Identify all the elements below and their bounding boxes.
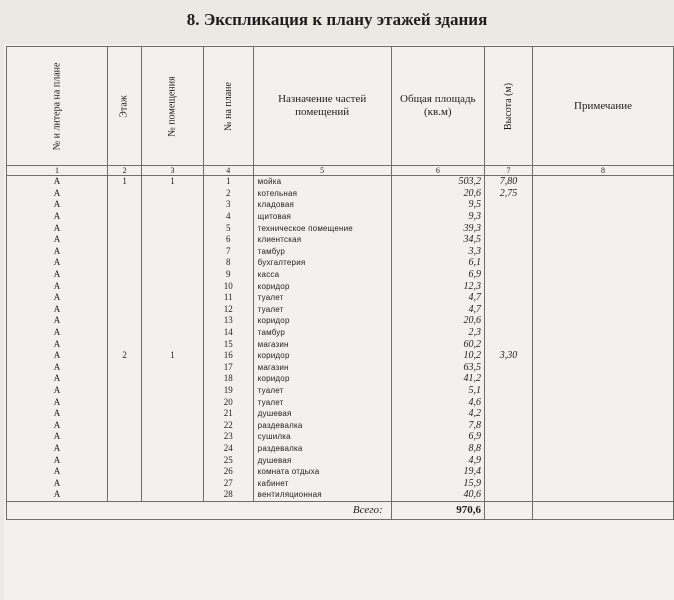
total-row [7, 501, 674, 519]
row-height [484, 269, 532, 281]
row-lit: А [7, 431, 108, 443]
table-row [7, 246, 674, 258]
row-note [533, 199, 674, 211]
row-plan: 23 [203, 431, 253, 443]
row-height [484, 373, 532, 385]
row-area: 6,1 [391, 257, 484, 269]
row-room [142, 454, 203, 466]
table-row [7, 257, 674, 269]
row-height [484, 443, 532, 455]
row-height [484, 280, 532, 292]
row-plan: 7 [203, 246, 253, 258]
row-lit: А [7, 304, 108, 316]
row-area: 9,3 [391, 211, 484, 223]
row-purpose: тамбур [253, 327, 391, 339]
row-floor: 1 [108, 176, 142, 188]
row-note [533, 304, 674, 316]
row-height [484, 257, 532, 269]
row-height [484, 477, 532, 489]
row-note [533, 362, 674, 374]
row-note [533, 431, 674, 443]
row-area: 5,1 [391, 385, 484, 397]
table-row [7, 211, 674, 223]
row-floor [108, 315, 142, 327]
table-row [7, 454, 674, 466]
row-purpose: туалет [253, 396, 391, 408]
table-row [7, 280, 674, 292]
row-note [533, 419, 674, 431]
row-plan: 16 [203, 350, 253, 362]
row-purpose: комната отдыха [253, 466, 391, 478]
row-purpose: тамбур [253, 246, 391, 258]
row-lit: А [7, 292, 108, 304]
total-label: Всего: [7, 501, 392, 519]
row-height [484, 489, 532, 501]
row-note [533, 269, 674, 281]
row-lit: А [7, 199, 108, 211]
table-row [7, 385, 674, 397]
row-height [484, 454, 532, 466]
row-height: 2,75 [484, 188, 532, 200]
row-area: 6,9 [391, 269, 484, 281]
row-plan: 12 [203, 304, 253, 316]
total-value: 970,6 [391, 501, 484, 519]
row-room [142, 188, 203, 200]
row-height [484, 466, 532, 478]
row-plan: 25 [203, 454, 253, 466]
row-floor [108, 234, 142, 246]
row-area: 63,5 [391, 362, 484, 374]
table-body [7, 176, 674, 502]
row-area: 34,5 [391, 234, 484, 246]
row-area: 39,3 [391, 222, 484, 234]
row-area: 20,6 [391, 188, 484, 200]
row-note [533, 373, 674, 385]
row-purpose: коридор [253, 350, 391, 362]
row-floor [108, 292, 142, 304]
row-room [142, 396, 203, 408]
table-row [7, 431, 674, 443]
row-area: 7,8 [391, 419, 484, 431]
header-purpose: Назначение частей помещений [253, 47, 391, 166]
row-lit: А [7, 246, 108, 258]
row-note [533, 315, 674, 327]
row-height [484, 362, 532, 374]
row-lit: А [7, 362, 108, 374]
row-height [484, 408, 532, 420]
row-area: 6,9 [391, 431, 484, 443]
table-row [7, 199, 674, 211]
row-height: 3,30 [484, 350, 532, 362]
row-area: 60,2 [391, 338, 484, 350]
table-row [7, 489, 674, 501]
row-height [484, 222, 532, 234]
row-lit: А [7, 385, 108, 397]
row-plan: 18 [203, 373, 253, 385]
row-note [533, 477, 674, 489]
row-lit: А [7, 443, 108, 455]
row-purpose: котельная [253, 188, 391, 200]
row-plan: 8 [203, 257, 253, 269]
row-room [142, 477, 203, 489]
row-plan: 6 [203, 234, 253, 246]
row-plan: 14 [203, 327, 253, 339]
row-note [533, 257, 674, 269]
column-number: 8 [533, 166, 674, 176]
row-lit: А [7, 211, 108, 223]
column-number: 1 [7, 166, 108, 176]
row-note [533, 466, 674, 478]
row-purpose: магазин [253, 362, 391, 374]
row-height [484, 304, 532, 316]
row-area: 4,2 [391, 408, 484, 420]
row-note [533, 176, 674, 188]
row-room [142, 385, 203, 397]
row-height [484, 327, 532, 339]
table-row [7, 315, 674, 327]
row-height [484, 246, 532, 258]
row-height [484, 419, 532, 431]
row-purpose: сушилка [253, 431, 391, 443]
table-row [7, 466, 674, 478]
column-number: 2 [108, 166, 142, 176]
table-row [7, 350, 674, 362]
row-room [142, 292, 203, 304]
row-purpose: душевая [253, 454, 391, 466]
row-room [142, 443, 203, 455]
row-purpose: коридор [253, 315, 391, 327]
row-area: 19,4 [391, 466, 484, 478]
row-purpose: коридор [253, 280, 391, 292]
row-floor [108, 304, 142, 316]
row-purpose: щитовая [253, 211, 391, 223]
row-note [533, 211, 674, 223]
row-plan: 11 [203, 292, 253, 304]
row-room [142, 338, 203, 350]
row-room [142, 373, 203, 385]
row-room [142, 269, 203, 281]
row-purpose: туалет [253, 385, 391, 397]
row-room [142, 362, 203, 374]
row-purpose: техническое помещение [253, 222, 391, 234]
row-height [484, 292, 532, 304]
row-lit: А [7, 222, 108, 234]
row-purpose: кладовая [253, 199, 391, 211]
row-height [484, 199, 532, 211]
row-purpose: раздевалка [253, 443, 391, 455]
document-title: 8. Экспликация к плану этажей здания [186, 10, 488, 29]
row-note [533, 385, 674, 397]
row-lit: А [7, 373, 108, 385]
row-plan: 3 [203, 199, 253, 211]
row-plan: 20 [203, 396, 253, 408]
row-note [533, 234, 674, 246]
header-lit: № и литера на плане [7, 47, 108, 166]
row-lit: А [7, 315, 108, 327]
row-floor [108, 466, 142, 478]
row-area: 20,6 [391, 315, 484, 327]
row-floor [108, 269, 142, 281]
row-plan: 4 [203, 211, 253, 223]
row-room [142, 211, 203, 223]
row-floor [108, 362, 142, 374]
row-floor [108, 199, 142, 211]
row-room [142, 489, 203, 501]
table-row [7, 269, 674, 281]
row-plan: 2 [203, 188, 253, 200]
row-plan: 19 [203, 385, 253, 397]
row-area: 4,9 [391, 454, 484, 466]
table-row [7, 327, 674, 339]
row-room [142, 315, 203, 327]
row-purpose: туалет [253, 304, 391, 316]
row-lit: А [7, 269, 108, 281]
row-floor [108, 246, 142, 258]
row-height [484, 431, 532, 443]
header-floor: Этаж [108, 47, 142, 166]
row-height [484, 315, 532, 327]
row-floor [108, 408, 142, 420]
row-note [533, 280, 674, 292]
table-row [7, 234, 674, 246]
row-lit: А [7, 466, 108, 478]
row-room [142, 199, 203, 211]
row-lit: А [7, 408, 108, 420]
row-floor [108, 338, 142, 350]
row-lit: А [7, 257, 108, 269]
row-purpose: клиентская [253, 234, 391, 246]
row-note [533, 489, 674, 501]
row-area: 40,6 [391, 489, 484, 501]
table-row [7, 477, 674, 489]
row-purpose: мойка [253, 176, 391, 188]
row-plan: 17 [203, 362, 253, 374]
row-area: 9,5 [391, 199, 484, 211]
row-floor [108, 211, 142, 223]
row-purpose: бухгалтерия [253, 257, 391, 269]
row-purpose: касса [253, 269, 391, 281]
row-lit: А [7, 396, 108, 408]
row-purpose: кабинет [253, 477, 391, 489]
row-plan: 10 [203, 280, 253, 292]
row-room [142, 408, 203, 420]
row-note [533, 350, 674, 362]
header-area: Общая площадь (кв.м) [391, 47, 484, 166]
row-floor [108, 222, 142, 234]
row-height [484, 211, 532, 223]
row-area: 2,3 [391, 327, 484, 339]
row-floor [108, 431, 142, 443]
row-lit: А [7, 176, 108, 188]
row-room: 1 [142, 176, 203, 188]
table-row [7, 396, 674, 408]
row-note [533, 188, 674, 200]
row-note [533, 327, 674, 339]
row-plan: 5 [203, 222, 253, 234]
header-plan: № на плане [203, 47, 253, 166]
table-row [7, 338, 674, 350]
row-floor [108, 327, 142, 339]
row-area: 4,7 [391, 292, 484, 304]
row-floor [108, 489, 142, 501]
row-purpose: коридор [253, 373, 391, 385]
table-row [7, 443, 674, 455]
row-plan: 21 [203, 408, 253, 420]
table-row [7, 373, 674, 385]
row-lit: А [7, 350, 108, 362]
row-height [484, 385, 532, 397]
table-row [7, 292, 674, 304]
row-area: 12,3 [391, 280, 484, 292]
row-height [484, 338, 532, 350]
table-row [7, 222, 674, 234]
row-note [533, 222, 674, 234]
row-lit: А [7, 419, 108, 431]
row-lit: А [7, 327, 108, 339]
row-lit: А [7, 234, 108, 246]
row-room [142, 246, 203, 258]
row-room [142, 222, 203, 234]
row-purpose: душевая [253, 408, 391, 420]
row-purpose: вентиляционная [253, 489, 391, 501]
row-room: 1 [142, 350, 203, 362]
row-plan: 13 [203, 315, 253, 327]
row-note [533, 292, 674, 304]
row-note [533, 443, 674, 455]
row-height: 7,80 [484, 176, 532, 188]
row-plan: 24 [203, 443, 253, 455]
row-note [533, 338, 674, 350]
row-floor [108, 385, 142, 397]
row-area: 41,2 [391, 373, 484, 385]
row-purpose: магазин [253, 338, 391, 350]
column-number: 4 [203, 166, 253, 176]
row-note [533, 454, 674, 466]
row-floor: 2 [108, 350, 142, 362]
row-room [142, 280, 203, 292]
table-row [7, 188, 674, 200]
header-note: Примечание [533, 47, 674, 166]
table-row [7, 419, 674, 431]
row-room [142, 234, 203, 246]
row-floor [108, 419, 142, 431]
row-lit: А [7, 338, 108, 350]
column-numbers-row [7, 166, 674, 176]
row-area: 15,9 [391, 477, 484, 489]
row-purpose: раздевалка [253, 419, 391, 431]
row-room [142, 466, 203, 478]
row-plan: 27 [203, 477, 253, 489]
row-floor [108, 396, 142, 408]
column-number: 5 [253, 166, 391, 176]
row-area: 8,8 [391, 443, 484, 455]
row-room [142, 431, 203, 443]
row-room [142, 304, 203, 316]
row-plan: 28 [203, 489, 253, 501]
row-floor [108, 257, 142, 269]
row-room [142, 257, 203, 269]
row-plan: 9 [203, 269, 253, 281]
table-row [7, 176, 674, 188]
row-note [533, 396, 674, 408]
row-height [484, 234, 532, 246]
row-lit: А [7, 280, 108, 292]
table-row [7, 304, 674, 316]
row-area: 503,2 [391, 176, 484, 188]
row-lit: А [7, 188, 108, 200]
row-area: 4,6 [391, 396, 484, 408]
row-area: 3,3 [391, 246, 484, 258]
row-room [142, 419, 203, 431]
row-floor [108, 373, 142, 385]
column-number: 3 [142, 166, 203, 176]
row-plan: 1 [203, 176, 253, 188]
row-floor [108, 454, 142, 466]
row-purpose: туалет [253, 292, 391, 304]
header-height: Высота (м) [484, 47, 532, 166]
column-number: 6 [391, 166, 484, 176]
row-plan: 15 [203, 338, 253, 350]
row-lit: А [7, 477, 108, 489]
row-area: 10,2 [391, 350, 484, 362]
row-floor [108, 280, 142, 292]
row-lit: А [7, 454, 108, 466]
row-room [142, 327, 203, 339]
header-room: № помещения [142, 47, 203, 166]
row-floor [108, 477, 142, 489]
explication-table [6, 46, 674, 520]
row-area: 4,7 [391, 304, 484, 316]
row-plan: 22 [203, 419, 253, 431]
row-note [533, 408, 674, 420]
row-floor [108, 443, 142, 455]
row-height [484, 396, 532, 408]
table-row [7, 408, 674, 420]
column-number: 7 [484, 166, 532, 176]
row-note [533, 246, 674, 258]
row-floor [108, 188, 142, 200]
table-row [7, 362, 674, 374]
row-lit: А [7, 489, 108, 501]
row-plan: 26 [203, 466, 253, 478]
